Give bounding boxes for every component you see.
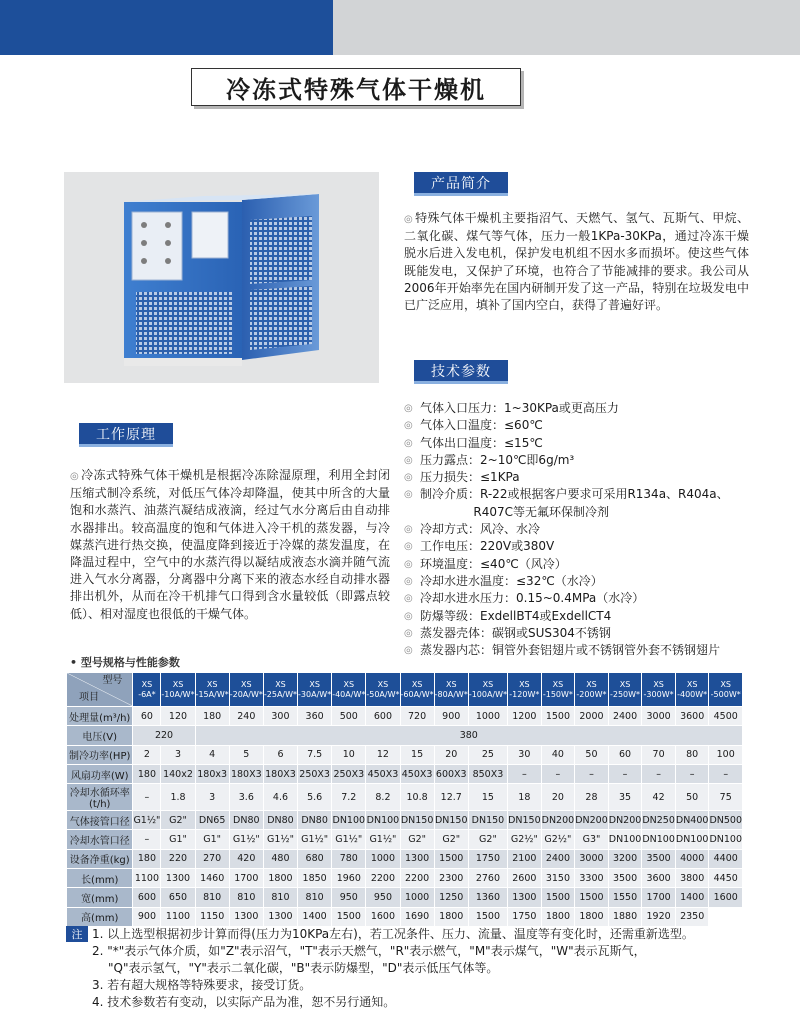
row-label-cell: 长(mm) [67, 869, 133, 888]
tech-spec-item [404, 642, 794, 659]
table-cell: 1200 [508, 707, 542, 726]
table-cell: G1½" [332, 830, 366, 849]
table-cell: DN100 [709, 830, 743, 849]
tech-spec-text: 冷却水进水温度：≤32℃（水冷） [420, 573, 603, 588]
table-cell: 3800 [675, 869, 709, 888]
table-cell: 35 [608, 784, 642, 811]
table-cell: 1460 [195, 869, 229, 888]
row-label-cell: 制冷功率(HP) [67, 745, 133, 764]
table-cell: 810 [195, 888, 229, 907]
table-cell: DN150 [434, 811, 468, 830]
table-row [67, 745, 743, 764]
table-cell: DN150 [400, 811, 434, 830]
row-label-cell: 设备净重(kg) [67, 849, 133, 868]
tech-spec-item [404, 521, 794, 538]
table-cell: 780 [332, 849, 366, 868]
table-cell: 4450 [709, 869, 743, 888]
table-cell: G2" [161, 811, 195, 830]
intro-text: 特殊气体干燥机主要指沼气、天燃气、氢气、瓦斯气、甲烷、二氧化碳、煤气等气体，压力一般1KPa-30KPa，通过冷冻干燥脱水后进入发电机，保护发电机组不因水多而损坏。使这些气体既能发电，又保护了环境，也符合了节能减排的要求。我公司从2006年开始率先在国内研制开发了这一产品，特别在垃圾发电中已广泛应用，填补了国内空白，获得了普遍好评。 [404, 211, 749, 313]
table-cell: 140x2 [161, 764, 195, 783]
model-header-cell: XS -6A* [133, 673, 161, 707]
voltage-cell-380: 380 [195, 726, 742, 745]
tech-spec-item [404, 590, 794, 607]
spec-table [66, 672, 743, 927]
table-cell: 42 [642, 784, 676, 811]
table-row [67, 764, 743, 783]
bullet-icon: ◎ [404, 420, 413, 432]
table-cell: DN100 [608, 830, 642, 849]
table-cell: 1750 [468, 849, 507, 868]
table-cell: 680 [298, 849, 332, 868]
tech-spec-item [404, 573, 794, 590]
table-cell: 1250 [434, 888, 468, 907]
table-cell: 270 [195, 849, 229, 868]
table-cell: 650 [161, 888, 195, 907]
table-cell: 18 [508, 784, 542, 811]
table-cell: 900 [133, 907, 161, 926]
table-cell: 480 [263, 849, 297, 868]
table-cell: 2200 [366, 869, 400, 888]
table-cell: 250X3 [332, 764, 366, 783]
table-cell: 2100 [508, 849, 542, 868]
table-cell: – [508, 764, 542, 783]
table-cell: DN500 [709, 811, 743, 830]
tech-heading: 技术参数 [414, 360, 508, 384]
table-cell: DN100 [675, 830, 709, 849]
table-cell: 3600 [675, 707, 709, 726]
table-cell: G3" [575, 830, 609, 849]
note-line-1: 1. 以上选型根据初步计算而得(压力为10KPa左右)，若工况条件、压力、流量、温度等有变化时，还需重新选型。 [92, 927, 694, 941]
table-cell: DN200 [608, 811, 642, 830]
bullet-icon: ◎ [404, 593, 413, 605]
table-cell: 50 [675, 784, 709, 811]
bullet-icon: ◎ [404, 403, 413, 414]
table-cell: 3600 [642, 869, 676, 888]
principle-heading: 工作原理 [79, 423, 173, 447]
table-cell: 10.8 [400, 784, 434, 811]
table-cell: 30 [508, 745, 542, 764]
note-tag: 注 [66, 926, 88, 942]
table-cell: DN150 [468, 811, 507, 830]
voltage-cell-220: 220 [133, 726, 195, 745]
tech-spec-text: 蒸发器壳体：碳钢或SUS304不锈钢 [420, 625, 611, 640]
row-label-cell: 高(mm) [67, 907, 133, 926]
top-band-blue [0, 0, 333, 55]
table-cell: G2" [400, 830, 434, 849]
row-label-cell: 宽(mm) [67, 888, 133, 907]
table-cell: 240 [229, 707, 263, 726]
table-cell: DN100 [332, 811, 366, 830]
table-cell: 1850 [298, 869, 332, 888]
table-cell: 1300 [161, 869, 195, 888]
table-row [67, 811, 743, 830]
table-cell: 60 [133, 707, 161, 726]
tech-spec-text: 压力损失：≤1KPa [420, 470, 520, 485]
tech-spec-text: 冷却方式：风冷、水冷 [420, 522, 541, 537]
table-cell: 6 [263, 745, 297, 764]
table-cell: 1300 [229, 907, 263, 926]
table-cell: 2400 [541, 849, 575, 868]
table-cell: 1690 [400, 907, 434, 926]
table-cell: 80 [675, 745, 709, 764]
model-header-cell: XS -25A/W* [263, 673, 297, 707]
table-cell: 1100 [161, 907, 195, 926]
table-cell: 450X3 [366, 764, 400, 783]
table-cell: 5 [229, 745, 263, 764]
table-cell: DN200 [575, 811, 609, 830]
table-cell: 1500 [332, 907, 366, 926]
tech-spec-text: 冷却水进水压力：0.15~0.4MPa（水冷） [420, 591, 645, 606]
table-cell: 1400 [298, 907, 332, 926]
table-cell: – [541, 764, 575, 783]
tech-spec-item [404, 556, 794, 573]
table-cell: 1880 [608, 907, 642, 926]
table-cell: 250X3 [298, 764, 332, 783]
table-cell: 15 [400, 745, 434, 764]
bullet-icon: ◎ [404, 541, 413, 553]
table-cell: 1000 [366, 849, 400, 868]
bullet-icon: ◎ [404, 214, 414, 225]
table-cell: 1300 [508, 888, 542, 907]
table-cell: 720 [400, 707, 434, 726]
table-cell: 1800 [541, 907, 575, 926]
corner-item-label: 项目 [79, 692, 99, 703]
corner-model-label: 型号 [102, 675, 123, 686]
table-cell: 500 [332, 707, 366, 726]
model-header-cell: XS -10A/W* [161, 673, 195, 707]
table-cell: 3500 [608, 869, 642, 888]
model-header-cell: XS -80A/W* [434, 673, 468, 707]
notes-block [66, 926, 766, 1011]
model-header-cell: XS -30A/W* [298, 673, 332, 707]
table-row [67, 726, 743, 745]
table-cell: 850X3 [468, 764, 507, 783]
intro-text-block [404, 210, 749, 314]
row-label-cell: 风扇功率(W) [67, 764, 133, 783]
table-cell: 950 [332, 888, 366, 907]
table-cell: DN80 [263, 811, 297, 830]
table-cell: 3000 [642, 707, 676, 726]
table-cell: 420 [229, 849, 263, 868]
table-cell: 10 [332, 745, 366, 764]
table-cell: 1500 [541, 707, 575, 726]
table-cell: 20 [541, 784, 575, 811]
tech-spec-text: 压力露点：2~10℃即6g/m³ [420, 452, 575, 467]
table-cell: 1360 [468, 888, 507, 907]
table-cell: 1920 [642, 907, 676, 926]
table-cell: 900 [434, 707, 468, 726]
table-cell: 120 [161, 707, 195, 726]
table-cell: 810 [298, 888, 332, 907]
table-cell: 1700 [229, 869, 263, 888]
table-corner-cell [67, 673, 133, 707]
model-header-cell: XS -20A/W* [229, 673, 263, 707]
top-band-grey [333, 0, 800, 55]
tech-spec-text: 气体入口温度：≤60℃ [420, 418, 543, 433]
table-cell: 1150 [195, 907, 229, 926]
bullet-icon: ◎ [404, 524, 413, 536]
bullet-icon: ◎ [404, 489, 413, 501]
table-cell: 1800 [575, 907, 609, 926]
table-cell: 600X3 [434, 764, 468, 783]
table-cell: 12.7 [434, 784, 468, 811]
model-header-cell: XS -120W* [508, 673, 542, 707]
table-cell: 1500 [468, 907, 507, 926]
table-cell: 3000 [575, 849, 609, 868]
tech-spec-item [404, 625, 794, 642]
bullet-icon: ◎ [404, 627, 413, 639]
table-cell: 180 [133, 849, 161, 868]
tech-spec-item [404, 452, 794, 469]
table-cell: 1600 [366, 907, 400, 926]
product-photo [64, 172, 379, 383]
tech-spec-item [404, 486, 794, 521]
table-cell: 12 [366, 745, 400, 764]
table-cell: 3200 [608, 849, 642, 868]
table-cell: – [575, 764, 609, 783]
table-cell: – [709, 764, 743, 783]
table-cell: 40 [541, 745, 575, 764]
model-header-cell: XS -60A/W* [400, 673, 434, 707]
table-cell: 1300 [400, 849, 434, 868]
table-cell: 2600 [508, 869, 542, 888]
tech-spec-text: 工作电压：220V或380V [420, 539, 555, 554]
row-label-cell: 冷却水管口径 [67, 830, 133, 849]
table-cell: – [675, 764, 709, 783]
table-cell: 180x3 [195, 764, 229, 783]
table-cell: 28 [575, 784, 609, 811]
table-cell: DN250 [642, 811, 676, 830]
table-cell: 3 [195, 784, 229, 811]
table-cell: G2" [468, 830, 507, 849]
tech-spec-text: 防爆等级：ExdellBT4或ExdellCT4 [420, 608, 612, 623]
tech-spec-list [404, 400, 794, 659]
table-cell: 180 [195, 707, 229, 726]
table-cell: G1½" [133, 811, 161, 830]
table-cell: 4.6 [263, 784, 297, 811]
note-line-4: 3. 若有超大规格等特殊要求，接受订货。 [92, 978, 312, 992]
bullet-icon: ◎ [404, 645, 413, 657]
table-cell: G1½" [263, 830, 297, 849]
table-cell: 1500 [541, 888, 575, 907]
table-cell: 60 [608, 745, 642, 764]
table-cell: 1960 [332, 869, 366, 888]
table-cell: G1" [195, 830, 229, 849]
table-cell: 8.2 [366, 784, 400, 811]
table-cell: 4000 [675, 849, 709, 868]
table-cell: 1600 [709, 888, 743, 907]
row-label-cell: 电压(V) [67, 726, 133, 745]
table-cell: 1750 [508, 907, 542, 926]
table-cell: 15 [468, 784, 507, 811]
table-cell: 3 [161, 745, 195, 764]
table-row [67, 888, 743, 907]
model-header-cell: XS -40A/W* [332, 673, 366, 707]
row-label-cell: 冷却水循环率(t/h) [67, 784, 133, 811]
tech-spec-text: 蒸发器内芯：铜管外套铝翅片或不锈钢管外套不锈钢翅片 [420, 643, 721, 658]
table-cell: 1500 [434, 849, 468, 868]
table-cell: 180X3 [263, 764, 297, 783]
tech-spec-item [404, 469, 794, 486]
tech-spec-text: 环境温度：≤40℃（风冷） [420, 556, 567, 571]
table-cell: 300 [263, 707, 297, 726]
dryer-machine-image [64, 172, 379, 383]
table-cell: 1800 [434, 907, 468, 926]
table-cell: G1½" [229, 830, 263, 849]
table-cell: 1700 [642, 888, 676, 907]
tech-spec-text: 气体出口温度：≤15℃ [420, 435, 543, 450]
table-cell: 1300 [263, 907, 297, 926]
table-cell: 4 [195, 745, 229, 764]
table-cell: 25 [468, 745, 507, 764]
table-cell: 2350 [675, 907, 709, 926]
table-cell: 600 [366, 707, 400, 726]
table-header-row [67, 673, 743, 707]
bullet-icon: ◎ [404, 558, 413, 570]
table-cell: DN100 [366, 811, 400, 830]
bullet-icon: ◎ [404, 454, 413, 466]
tech-spec-text: 制冷介质：R-22或根据客户要求可采用R134a、R404a、 R407C等无氟环保制冷剂 [420, 487, 729, 519]
note-line-2: 2. "*"表示气体介质，如"Z"表示沼气，"T"表示天燃气，"R"表示燃气，"M"表示煤气，"W"表示瓦斯气， [92, 944, 646, 958]
table-row [67, 784, 743, 811]
table-cell: 75 [709, 784, 743, 811]
table-row [67, 707, 743, 726]
table-cell: 4400 [709, 849, 743, 868]
table-cell: G1½" [298, 830, 332, 849]
note-line-5: 4. 技术参数若有变动，以实际产品为准，恕不另行通知。 [92, 995, 396, 1009]
table-caption: • 型号规格与性能参数 [70, 656, 180, 669]
table-cell: 180X3 [229, 764, 263, 783]
table-cell: 3.6 [229, 784, 263, 811]
table-caption-text: 型号规格与性能参数 [80, 656, 180, 669]
table-cell: DN80 [298, 811, 332, 830]
principle-text: 冷冻式特殊气体干燥机是根据冷冻除湿原理，利用全封闭压缩式制冷系统，对低压气体冷却降温，使其中所含的大量饱和水蒸汽、油蒸汽凝结成液滴，经过气水分离后由自动排水器排出。较高温度的饱和气体进入冷干机的蒸发器，与冷媒蒸汽进行热交换，使温度降到接近于冷媒的蒸发温度，在降温过程中，空气中的水蒸汽得以凝结成液态水滴并随气流进入气水分离器，分离器中分离下来的液态水经自动排水器排出机外，从而在冷干机排气口得到含水量较低（即露点较低）、相对湿度也很低的干燥气体。 [70, 468, 390, 621]
table-cell: 2400 [608, 707, 642, 726]
model-header-cell: XS -500W* [709, 673, 743, 707]
table-cell: G2½" [541, 830, 575, 849]
table-cell: DN65 [195, 811, 229, 830]
tech-spec-item [404, 608, 794, 625]
table-row [67, 849, 743, 868]
table-cell: 1500 [575, 888, 609, 907]
table-cell: – [608, 764, 642, 783]
table-cell: DN150 [508, 811, 542, 830]
table-cell: 180 [133, 764, 161, 783]
bullet-icon: ◎ [70, 471, 80, 482]
bullet-icon: ◎ [404, 610, 413, 622]
table-cell: DN200 [541, 811, 575, 830]
table-cell: 1.8 [161, 784, 195, 811]
table-cell: 220 [161, 849, 195, 868]
table-cell: 20 [434, 745, 468, 764]
model-header-cell: XS -50A/W* [366, 673, 400, 707]
bullet-icon: ◎ [404, 472, 413, 484]
table-cell: 1800 [263, 869, 297, 888]
table-cell: G2½" [508, 830, 542, 849]
table-cell: 7.5 [298, 745, 332, 764]
table-cell: 3150 [541, 869, 575, 888]
tech-spec-item [404, 417, 794, 434]
table-cell: 2200 [400, 869, 434, 888]
table-cell: 2 [133, 745, 161, 764]
table-cell: 100 [709, 745, 743, 764]
table-cell: 810 [263, 888, 297, 907]
page-title: 冷冻式特殊气体干燥机 [191, 68, 521, 106]
table-cell: 70 [642, 745, 676, 764]
model-header-cell: XS -200W* [575, 673, 609, 707]
principle-text-block [70, 467, 390, 623]
table-cell: 2300 [434, 869, 468, 888]
model-header-cell: XS -300W* [642, 673, 676, 707]
table-cell: 600 [133, 888, 161, 907]
table-cell: G2" [434, 830, 468, 849]
model-header-cell: XS -15A/W* [195, 673, 229, 707]
table-cell: 50 [575, 745, 609, 764]
table-cell: DN80 [229, 811, 263, 830]
bullet-icon: ◎ [404, 575, 413, 587]
table-cell: DN400 [675, 811, 709, 830]
tech-spec-item [404, 400, 794, 417]
table-cell: DN100 [642, 830, 676, 849]
table-cell: 3300 [575, 869, 609, 888]
table-cell: 5.6 [298, 784, 332, 811]
row-label-cell: 气体接管口径 [67, 811, 133, 830]
table-cell: 7.2 [332, 784, 366, 811]
note-line-3: "Q"表示氢气，"Y"表示二氧化碳，"B"表示防爆型，"D"表示低压气体等。 [108, 961, 499, 975]
table-row [67, 907, 743, 926]
model-header-cell: XS -150W* [541, 673, 575, 707]
tech-spec-item [404, 538, 794, 555]
table-cell: 1000 [468, 707, 507, 726]
table-cell: 810 [229, 888, 263, 907]
table-cell: 360 [298, 707, 332, 726]
table-cell: G1" [161, 830, 195, 849]
row-label-cell: 处理量(m³/h) [67, 707, 133, 726]
table-cell: 3500 [642, 849, 676, 868]
table-cell: 2000 [575, 707, 609, 726]
table-row [67, 869, 743, 888]
table-cell: 1000 [400, 888, 434, 907]
table-cell: 1100 [133, 869, 161, 888]
intro-heading: 产品简介 [414, 172, 508, 196]
tech-spec-item [404, 435, 794, 452]
model-header-cell: XS -250W* [608, 673, 642, 707]
table-cell: 1400 [675, 888, 709, 907]
table-cell: G1½" [366, 830, 400, 849]
table-cell: 450X3 [400, 764, 434, 783]
table-cell: – [642, 764, 676, 783]
model-header-cell: XS -400W* [675, 673, 709, 707]
table-cell: 1550 [608, 888, 642, 907]
table-cell: 4500 [709, 707, 743, 726]
model-header-cell: XS -100A/W* [468, 673, 507, 707]
table-cell: 2760 [468, 869, 507, 888]
table-cell: 950 [366, 888, 400, 907]
table-cell: – [133, 830, 161, 849]
tech-spec-text: 气体入口压力：1~30KPa或更高压力 [420, 401, 619, 415]
table-cell: – [133, 784, 161, 811]
bullet-icon: ◎ [404, 437, 413, 449]
table-row [67, 830, 743, 849]
